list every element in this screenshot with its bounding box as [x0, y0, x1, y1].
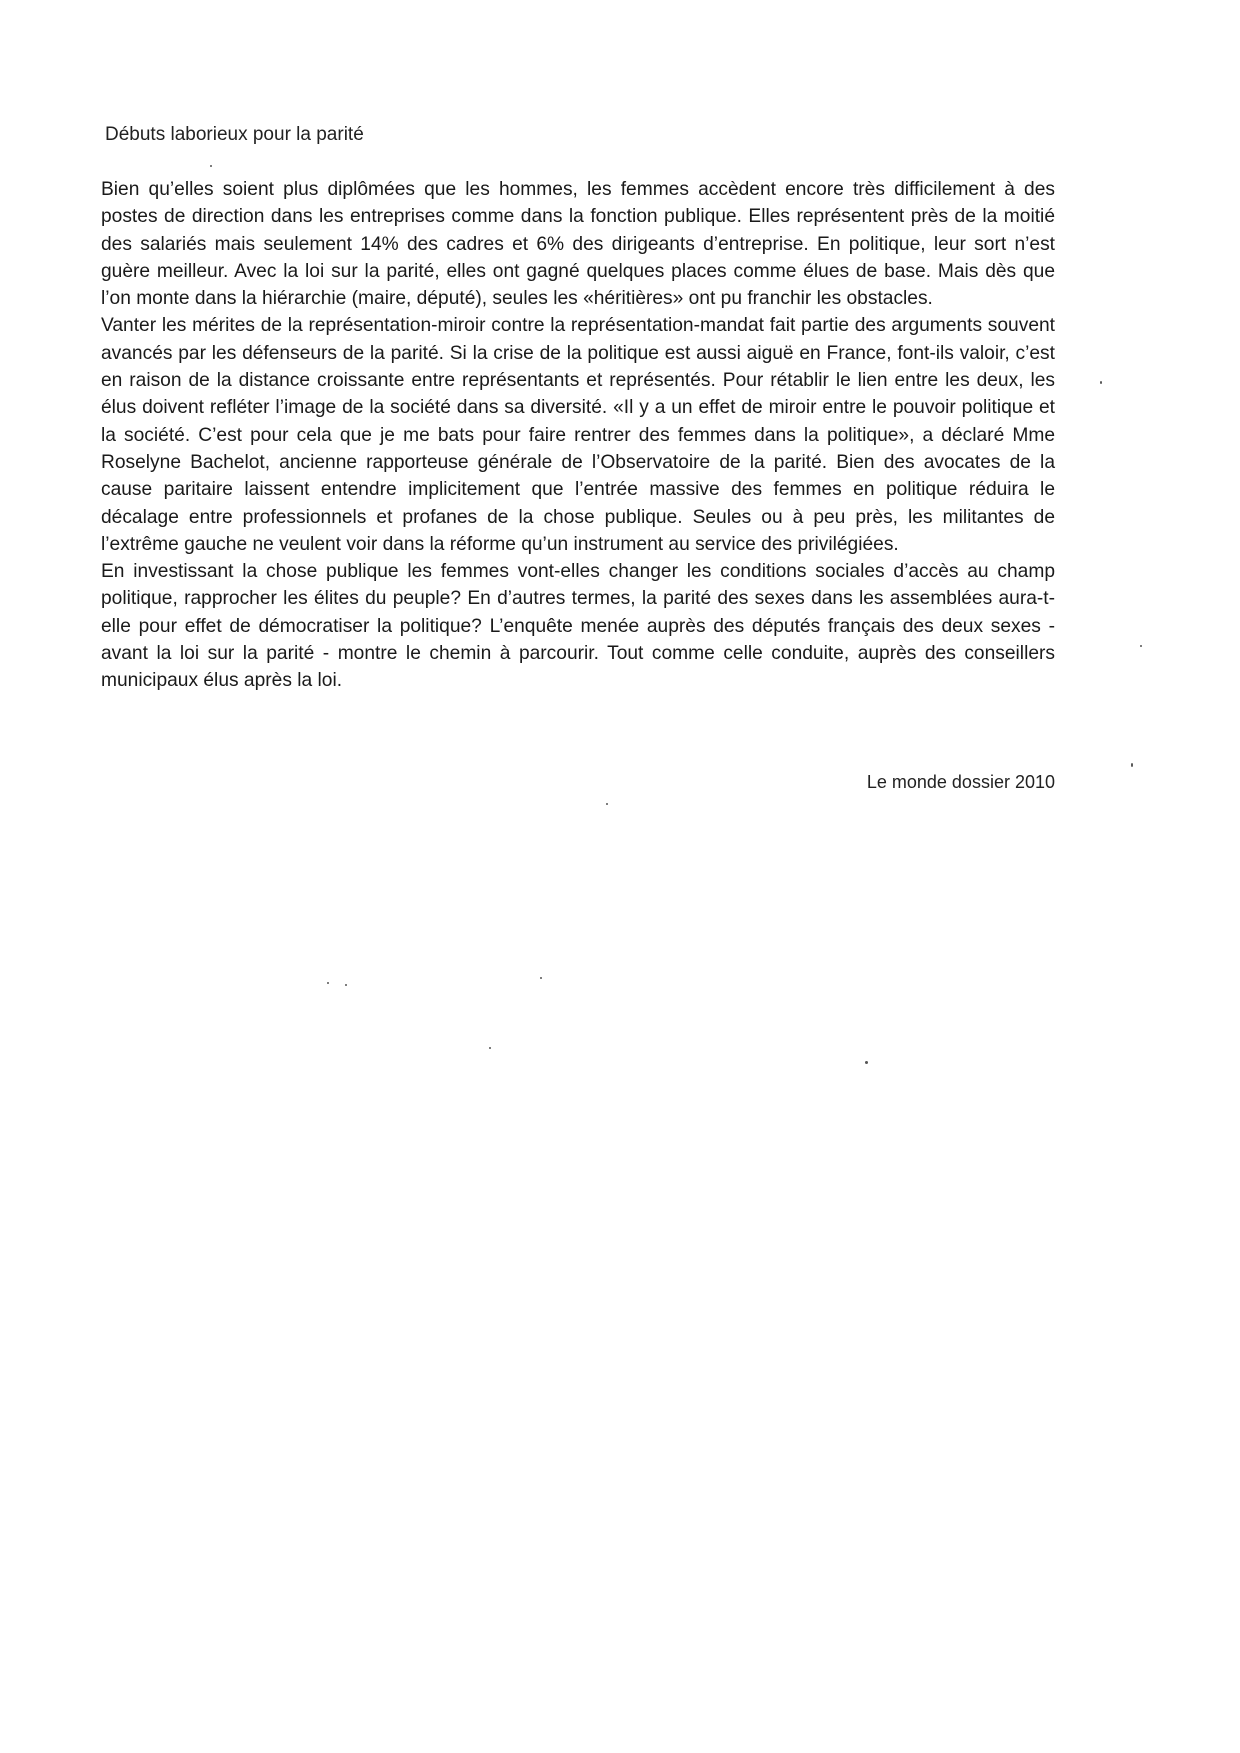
scan-artifact: [1131, 763, 1133, 767]
source-citation: Le monde dossier 2010: [866, 772, 1055, 792]
scan-artifact: [1140, 645, 1142, 647]
paragraph: Vanter les mérites de la représentation-miroir contre la représentation-mandat fait partie des arguments souvent avancés par les défenseurs de la parité. Si la crise de la politique est aussi aiguë en France, font-ils valoir, c’est en raison de la distance croissante entre représentants et représentés. Pour rétablir le lien entre les deux, les élus doivent refléter l’image de la société dans sa diversité. «Il y a un effet de miroir entre le pouvoir politique et la société. C’est pour cela que je me bats pour faire rentrer des femmes dans la politique», a déclaré Mme Roselyne Bachelot, ancienne rapporteuse générale de l’Observatoire de la parité. Bien des avocates de la cause paritaire laissent entendre implicitement que l’entrée massive des femmes en politique réduira le décalage entre professionnels et profanes de la chose publique. Seules ou à peu près, les militantes de l’extrême gauche ne veulent voir dans la réforme qu’un instrument au service des privilégiées.: [101, 315, 1055, 555]
scan-artifact: [345, 984, 347, 986]
article-body: [101, 176, 1055, 695]
scan-artifact: [606, 803, 608, 805]
scan-artifact: [210, 165, 212, 167]
scan-artifact: [540, 977, 542, 979]
scan-artifact: [327, 982, 329, 984]
scan-artifact: [489, 1047, 491, 1049]
paragraph: En investissant la chose publique les femmes vont-elles changer les conditions sociales d’accès au champ politique, rapprocher les élites du peuple? En d’autres termes, la parité des sexes dans les assemblées aura-t-elle pour effet de démocratiser la politique? L’enquête menée auprès des députés français des deux sexes - avant la loi sur la parité - montre le chemin à parcourir. Tout comme celle conduite, auprès des conseillers municipaux élus après la loi.: [101, 561, 1055, 692]
document-title: Débuts laborieux pour la parité: [105, 124, 364, 145]
paragraph: Bien qu’elles soient plus diplômées que les hommes, les femmes accèdent encore très difficilement à des postes de direction dans les entreprises comme dans la fonction publique. Elles représentent près de la moitié des salariés mais seulement 14% des cadres et 6% des dirigeants d’entreprise. En politique, leur sort n’est guère meilleur. Avec la loi sur la parité, elles ont gagné quelques places comme élues de base. Mais dès que l’on monte dans la hiérarchie (maire, député), seules les «héritières» ont pu franchir les obstacles.: [101, 179, 1055, 310]
scan-artifact: [865, 1061, 868, 1064]
scan-artifact: [1100, 381, 1102, 384]
